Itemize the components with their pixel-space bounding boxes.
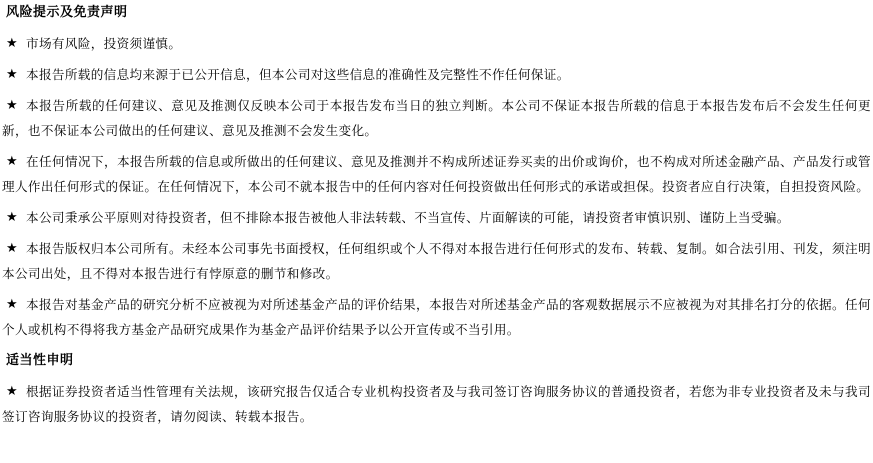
risk-item-text: 本公司秉承公平原则对待投资者，但不排除本报告被他人非法转载、不当宣传、片面解读的可能，请投资者审慎识别、谨防上当受骗。	[26, 210, 790, 225]
risk-item-4	[2, 149, 871, 199]
risk-section-title: 风险提示及免责声明	[6, 5, 128, 20]
star-icon: ★	[6, 36, 19, 51]
risk-item-3	[2, 93, 871, 143]
risk-item-text: 本报告所载的信息均来源于已公开信息，但本公司对这些信息的准确性及完整性不作任何保证。	[26, 67, 570, 82]
suitability-item-1	[2, 379, 871, 429]
risk-item-text: 本报告版权归本公司所有。未经本公司事先书面授权，任何组织或个人不得对本报告进行任何形式的发布、转载、复制。如合法引用、刊发，须注明本公司出处，且不得对本报告进行有悖原意的删节和修改。	[2, 241, 871, 281]
suitability-section-title: 适当性申明	[6, 353, 74, 368]
star-icon: ★	[6, 154, 19, 169]
risk-item-text: 市场有风险，投资须谨慎。	[26, 36, 182, 51]
risk-item-7	[2, 292, 871, 342]
star-icon: ★	[6, 384, 19, 399]
star-icon: ★	[6, 241, 19, 256]
star-icon: ★	[6, 210, 19, 225]
star-icon: ★	[6, 297, 19, 312]
risk-item-6	[2, 236, 871, 286]
risk-item-1	[6, 31, 871, 56]
risk-item-2	[6, 62, 871, 87]
risk-item-text: 本报告所载的任何建议、意见及推测仅反映本公司于本报告发布当日的独立判断。本公司不保证本报告所载的信息于本报告发布后不会发生任何更新，也不保证本公司做出的任何建议、意见及推测不会发生变化。	[2, 98, 871, 138]
star-icon: ★	[6, 67, 19, 82]
star-icon: ★	[6, 98, 19, 113]
suitability-item-text: 根据证券投资者适当性管理有关法规，该研究报告仅适合专业机构投资者及与我司签订咨询服务协议的普通投资者，若您为非专业投资者及未与我司签订咨询服务协议的投资者，请勿阅读、转载本报告。	[2, 384, 871, 424]
risk-item-text: 本报告对基金产品的研究分析不应被视为对所述基金产品的评价结果，本报告对所述基金产品的客观数据展示不应被视为对其排名打分的依据。任何个人或机构不得将我方基金产品研究成果作为基金产品评价结果予以公开宣传或不当引用。	[2, 297, 871, 337]
risk-item-5	[6, 205, 871, 230]
risk-item-text: 在任何情况下，本报告所载的信息或所做出的任何建议、意见及推测并不构成所述证券买卖的出价或询价，也不构成对所述金融产品、产品发行或管理人作出任何形式的保证。在任何情况下，本公司不就本报告中的任何内容对任何投资做出任何形式的承诺或担保。投资者应自行决策，自担投资风险。	[2, 154, 871, 194]
